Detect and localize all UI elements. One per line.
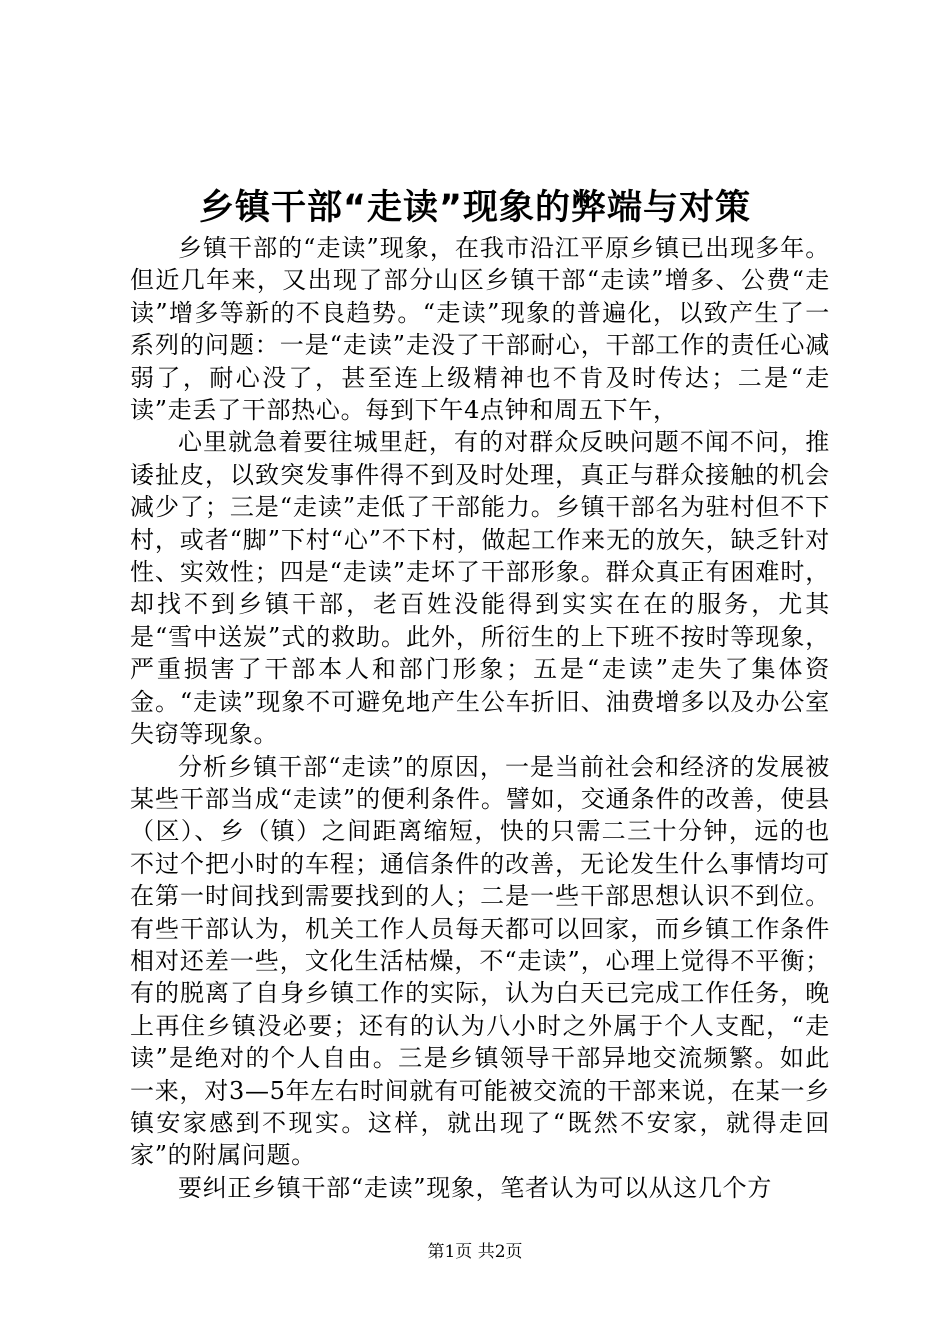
paragraph: 心里就急着要往城里赶，有的对群众反映问题不闻不问，推诿扯皮，以致突发事件得不到及时处理，真正与群众接触的机会减少了；三是“走读”走低了干部能力。乡镇干部名为驻村但不下村，或者“脚”下村“心”不下村，做起工作来无的放矢，缺乏针对性、实效性；四是“走读”走坏了干部形象。群众真正有困难时，却找不到乡镇干部，老百姓没能得到实实在在的服务，尤其是“雪中送炭”式的救助。此外，所衍生的上下班不按时等现象，严重损害了干部本人和部门形象；五是“走读”走失了集体资金。“走读”现象不可避免地产生公车折旧、油费增多以及办公室失窃等现象。 xyxy=(130,428,830,749)
document-body xyxy=(130,232,830,1204)
paragraph: 乡镇干部的“走读”现象，在我市沿江平原乡镇已出现多年。但近几年来，又出现了部分山区乡镇干部“走读”增多、公费“走读”增多等新的不良趋势。“走读”现象的普遍化，以致产生了一系列的问题：一是“走读”走没了干部耐心，干部工作的责任心减弱了，耐心没了，甚至连上级精神也不肯及时传达；二是“走读”走丢了干部热心。每到下午4点钟和周五下午， xyxy=(130,234,830,425)
page-number-footer: 第1页 共2页 xyxy=(427,1242,523,1262)
document-title: 乡镇干部“走读”现象的弊端与对策 xyxy=(198,188,751,228)
paragraph: 要纠正乡镇干部“走读”现象，笔者认为可以从这几个方 xyxy=(178,1173,773,1202)
paragraph: 分析乡镇干部“走读”的原因，一是当前社会和经济的发展被某些干部当成“走读”的便利条件。譬如，交通条件的改善，使县（区）、乡（镇）之间距离缩短，快的只需二三十分钟，远的也不过个把小时的车程；通信条件的改善，无论发生什么事情均可在第一时间找到需要找到的人；二是一些干部思想认识不到位。有些干部认为，机关工作人员每天都可以回家，而乡镇工作条件相对还差一些，文化生活枯燥，不“走读”，心理上觉得不平衡；有的脱离了自身乡镇工作的实际，认为白天已完成工作任务，晚上再住乡镇没必要；还有的认为八小时之外属于个人支配，“走读”是绝对的个人自由。三是乡镇领导干部异地交流频繁。如此一来，对3—5年左右时间就有可能被交流的干部来说，在某一乡镇安家感到不现实。这样，就出现了“既然不安家，就得走回家”的附属问题。 xyxy=(130,752,830,1170)
